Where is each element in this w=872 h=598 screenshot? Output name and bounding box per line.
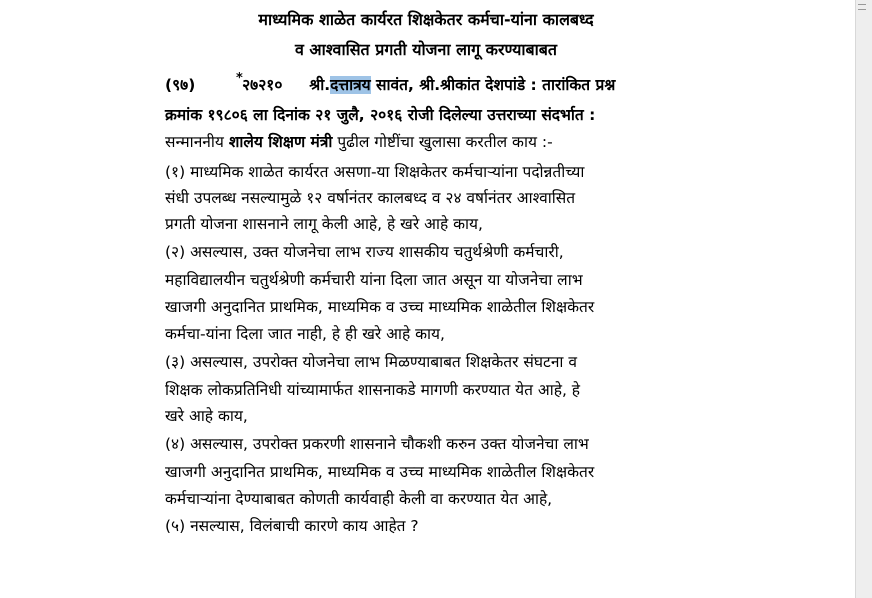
body-line: प्रगती योजना शासनाने लागू केली आहे, हे खरे आहे काय, <box>165 215 483 233</box>
body-line: खाजगी अनुदानित प्राथमिक, माध्यमिक व उच्च माध्यमिक शाळेतील शिक्षकेतर <box>165 463 595 481</box>
question-header-line-1 <box>165 73 685 97</box>
body-line: महाविद्यालयीन चतुर्थश्रेणी कर्मचारी यांना दिला जात असून या योजनेचा लाभ <box>165 271 583 289</box>
members-suffix: सावंत, श्री.श्रीकांत देशपांडे : तारांकित प्रश्न <box>370 76 616 94</box>
body-line: (१) माध्यमिक शाळेत कार्यरत असणा-या शिक्षकेतर कर्मचाऱ्यांना पदोन्नतीच्या <box>165 163 585 181</box>
intro-after: पुढील गोष्टींचा खुलासा करतील काय :- <box>332 133 553 151</box>
question-header-line-2: क्रमांक १९८०६ ला दिनांक २१ जुलै, २०१६ रोजी दिलेल्या उत्तराच्या संदर्भात : <box>165 106 596 124</box>
body-line: (२) असल्यास, उक्त योजनेचा लाभ राज्य शासकीय चतुर्थश्रेणी कर्मचारी, <box>165 243 564 261</box>
body-line: कर्मचा-यांना दिला जात नाही, हे ही खरे आहे काय, <box>165 325 445 343</box>
body-line: (५) नसल्यास, विलंबाची कारणे काय आहेत ? <box>165 517 419 535</box>
body-line: (३) असल्यास, उपरोक्त योजनेचा लाभ मिळण्याबाबत शिक्षकेतर संघटना व <box>165 353 577 371</box>
body-line: संधी उपलब्ध नसल्यामुळे १२ वर्षानंतर कालबध्द व २४ वर्षानंतर आश्वासित <box>165 189 576 207</box>
scrollbar-track[interactable] <box>855 0 872 598</box>
question-serial: (९७) <box>165 76 196 94</box>
window-corner-icon <box>858 4 866 10</box>
intro-before: सन्माननीय <box>165 133 229 151</box>
document-title-line-2: व आश्वासित प्रगती योजना लागू करण्याबाबत <box>294 40 558 59</box>
body-line: खरे आहे काय, <box>165 407 248 425</box>
body-line: खाजगी अनुदानित प्राथमिक, माध्यमिक व उच्च माध्यमिक शाळेतील शिक्षकेतर <box>165 298 595 316</box>
members-prefix: श्री. <box>309 76 331 94</box>
intro-line <box>165 130 685 154</box>
body-line: कर्मचाऱ्यांना देण्याबाबत कोणती कार्यवाही केली वा करण्यात येत आहे, <box>165 490 553 508</box>
minister-name: शालेय शिक्षण मंत्री <box>228 133 333 151</box>
document-title-line-1: माध्यमिक शाळेत कार्यरत शिक्षकेतर कर्मचा-यांना कालबध्द <box>258 10 594 29</box>
question-number: २७२१० <box>242 76 283 94</box>
starred-question-asterisk: * <box>236 71 243 86</box>
selected-text-highlight[interactable]: दत्तात्रय <box>330 76 371 94</box>
body-line: (४) असल्यास, उपरोक्त प्रकरणी शासनाने चौकशी करुन उक्त योजनेचा लाभ <box>165 435 589 453</box>
body-line: शिक्षक लोकप्रतिनिधी यांच्यामार्फत शासनाकडे मागणी करण्यात येत आहे, हे <box>165 381 581 399</box>
